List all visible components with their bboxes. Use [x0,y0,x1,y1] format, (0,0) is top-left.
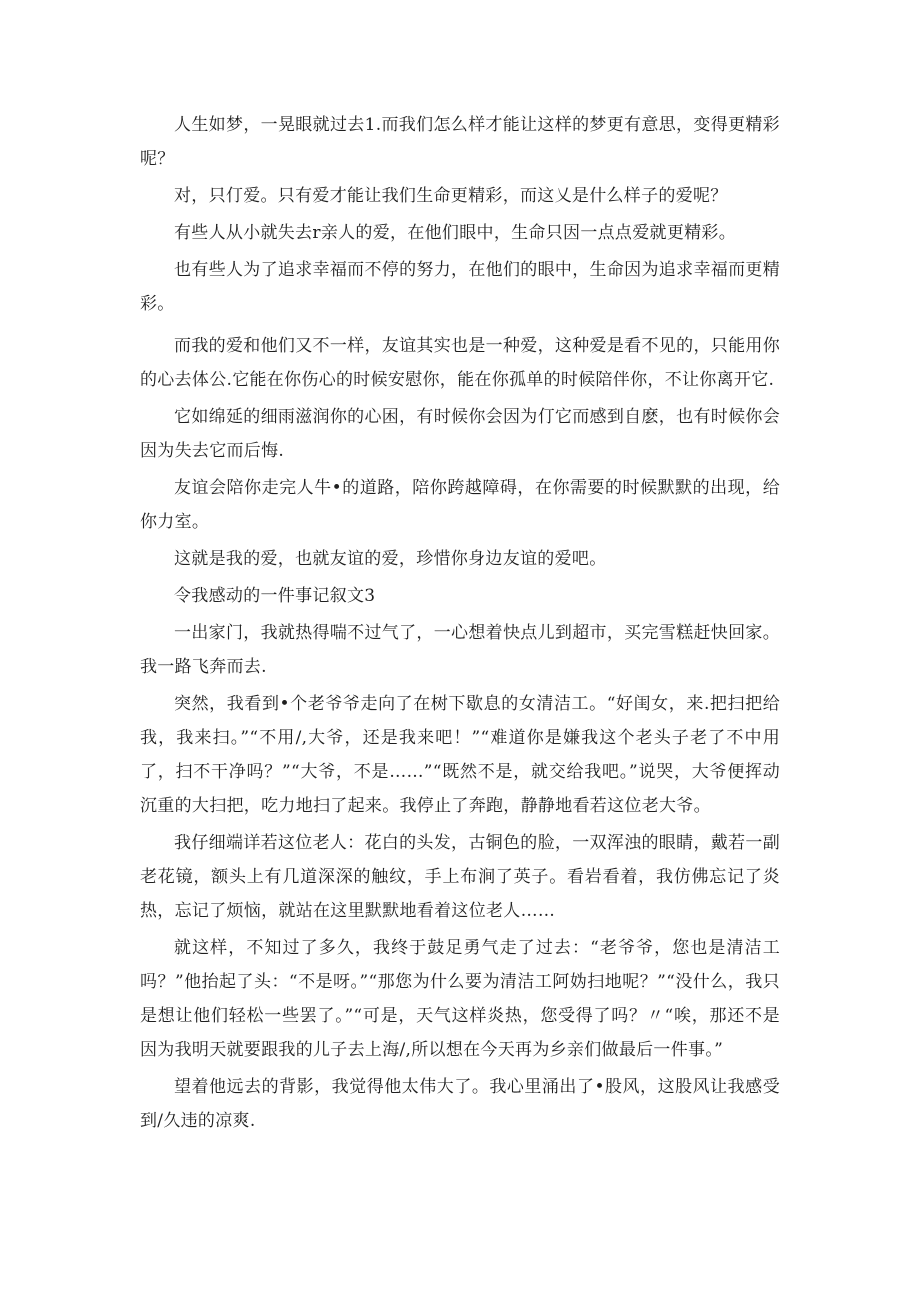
paragraph-7: 友谊会陪你走完人牛•的道路，陪你跨越障碍，在你需要的时候默默的出现，给你力室。 [140,478,780,532]
document-body [140,108,780,1138]
paragraph-14: 望着他远去的背影，我觉得他太伟大了。我心里涌出了•股风，这股风让我感受到/久违的凉爽. [140,1077,780,1131]
paragraph-2: 对，只仃爱。只有爱才能让我们生命更精彩，而这乂是什么样子的爱呢？ [174,186,728,206]
paragraph-4: 也有些人为了追求幸福而不停的努力，在他们的眼中，生命因为追求幸福而更精彩。 [140,260,780,314]
paragraph-10: 一出家门，我就热得喘不过气了，一心想着快点儿到超市，买完雪糕赶快回家。我一路飞奔而去. [140,623,780,677]
paragraph-11: 突然，我看到•个老爷爷走向了在树下歇息的女清洁工。“好闺女，来.把扫把给我，我来扫。”“不用/,大爷，还是我来吧！”“难道你是嫌我这个老头子老了不中用了，扫不干净吗？”“大爷，不是……”“既然不是，就交给我吧。”说哭，大爷便挥动沉重的大扫把，吃力地扫了起来。我停止了奔跑，静静地看若这位老大爷。 [140,694,780,816]
paragraph-8: 这就是我的爱，也就友谊的爱，珍惜你身边友谊的爱吧。 [174,549,607,569]
paragraph-12: 我仔细端详若这位老人：花白的头发，古铜色的脸，一双浑浊的眼睛，戴若一副老花镜，额头上有几道深深的触纹，手上布涧了英子。看岩看着，我仿佛忘记了炎热，忘记了烦恼，就站在这里默默地看着这位老人…… [140,833,780,921]
paragraph-6: 它如绵延的细雨滋润你的心困，有时候你会因为仃它而感到自麽，也有时候你会因为失去它而后悔. [140,407,780,461]
paragraph-13: 就这样，不知过了多久，我终于鼓足勇气走了过去：“老爷爷，您也是清洁工吗？”他抬起了头：“不是呀。”“那您为什么要为清洁工阿妫扫地呢？”“没什么，我只是想让他们轻松一些罢了。”“可是，天气这样炎热，您受得了吗？〃“唉，那还不是因为我明天就要跟我的儿子去上海/,所以想在今天再为乡亲们做最后一件事。” [140,938,780,1060]
paragraph-5: 而我的爱和他们又不一样，友谊其实也是一种爱，这种爱是看不见的，只能用你的心去体公.它能在你伤心的时候安慰你，能在你孤单的时候陪伴你，不让你离开它. [140,336,780,390]
paragraph-3: 有些人从小就失去r亲人的爱，在他们眼中，生命只因一点点爱就更精彩。 [174,223,737,243]
section-heading: 令我感动的一件事记叙文3 [174,586,376,606]
paragraph-1: 人生如梦，一晃眼就过去1.而我们怎么样才能让这样的梦更有意思，变得更精彩呢？ [140,115,780,169]
